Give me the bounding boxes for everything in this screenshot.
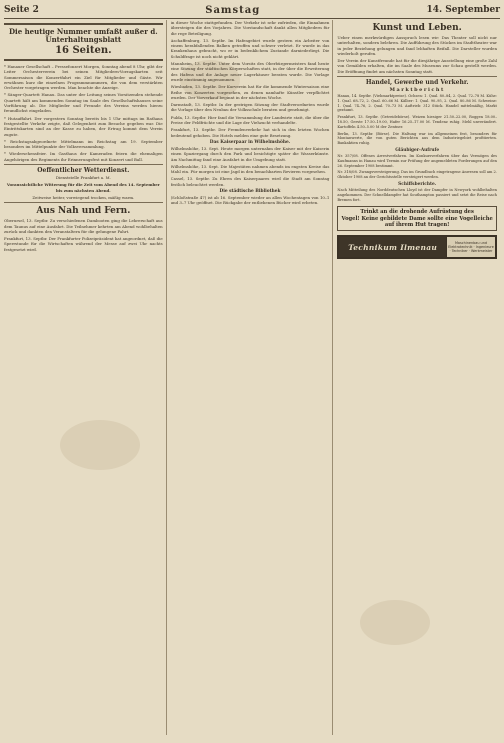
shipping-report: Nach Mitteilung des Norddeutschen Lloyd ist der Dampfer in Newyork wohlbehalten angekommen. Der Schnelldampfer hat Southampton passiert und setzt die Reise nach Bremen fort.	[337, 188, 497, 202]
issue-date: 14. September	[426, 5, 500, 15]
article-paragraph: * Hutauffahrt. Der vorgestern Sonntag bereits bis 1 Uhr mittags im Rathaus festgestellte Verkehr zeigte, daß Gelegenheit zum Besuche gegeben war. Die Eintrittskarten sind an der Kasse zu haben, der Ertrag kommt dem Verein zugute.	[4, 115, 163, 137]
issue-day: Samstag	[205, 4, 261, 16]
column-grid	[4, 20, 500, 735]
weather-forecast: Zeitweise heiter, vorwiegend trocken, mäßig warm.	[32, 194, 135, 200]
article-paragraph: in dieser Woche stattgefunden. Der Verkehr ist sehr zufrieden, die Einnahmen übersteigen die des Vorjahres. Die Vorstandschaft dankt allen Mitgliedern für die rege Beteiligung.	[170, 20, 330, 36]
article-paragraph: Mannheim, 13. Septbr. Unter dem Vorsitz des Oberbürgermeisters fand heute eine Sitzung der städtischen Körperschaften statt, in der über die Erweiterung des Hafens und die Anlage neuer Lagerhäuser beraten wurde. Die Vorlage wurde einstimmig angenommen.	[170, 61, 330, 82]
article-paragraph: * Hanauer Gesellschaft – Pressefonzert Morgen, Sonntag abend 8 Uhr, gibt der Leiter Orchesterverein bei seinen Mitgliedern-Vorzugskarten seit Sommersaison die Konzertfahrt ein Ziel für Mitglieder und Gäste. Wir erwähnen kurz die einzelnen Programmnummern, die von dem verstärkten Orchester vorgetragen werden. Man beachte die Anzeige.	[4, 64, 163, 91]
issue-page-count: 16 Seiten.	[55, 45, 112, 56]
article-paragraph: Wilhelmshöhe, 13. Sept. Die Majestäten nahmen abends im engsten Kreise das Mahl ein. Für morgen ist eine Jagd in den benachbarten Revieren vorgesehen.	[170, 163, 330, 175]
commerce-heading: Handel, Gewerbe und Verkehr.	[365, 79, 469, 87]
market-report: Frankfurt, 13. Septbr. (Getreidebörse). Weizen hiesiger 21.50–22.00, Roggen 18.00–18.50, Gerste 17.50–19.00, Hafer 16.25–17.00 M. Tendenz ruhig. Mehl unverändert. Kartoffeln 4.50–5.00 M der Zentner.	[337, 115, 497, 129]
article-paragraph: * Sänger-Quartett Hanau. Das unter der Leitung seines Vorsitzenden stehende Quartett hält am kommenden Sonntag im Saale des Gesellschaftshauses seine Vorführung ab. Die Mitglieder und Freunde des Vereins werden hierzu freundlichst eingeladen.	[4, 92, 163, 114]
kaiser-heading: Das Kaiserpaar in Wilhelmshöhe.	[209, 139, 291, 145]
article-paragraph: Der Verein der Kunstfreunde hat für die diesjährige Ausstellung eine große Zahl von Gemälden erhalten, die im Saale des Museums zur Schau gestellt werden. Die Eröffnung findet am nächsten Sonntag statt.	[337, 58, 497, 74]
regional-news-heading: Aus Nah und Fern.	[36, 206, 131, 217]
column-middle	[171, 20, 334, 735]
divider	[4, 202, 163, 203]
library-heading: Die städtische Bibliothek	[219, 189, 281, 195]
article-paragraph: Cassel, 13. Septbr. Zu Ehren des Kaiserpaares wird die Stadt am Sonntag festlich beleuchtet werden.	[170, 176, 330, 187]
issue-notice-banner: Die heutige Nummer umfaßt außer d. Unterhaltungsblatt	[8, 27, 158, 44]
market-report: Berlin, 13. Septbr. (Börse). Die Haltung war im allgemeinen fest, besonders für Montanwerte, die von guten Berichten aus dem Industriegebiet profitierten. Bankaktien ruhig.	[337, 131, 497, 146]
ad-description: Maschinenbau und Elektrotechnik · Ingenieure · Techniker · Werkmeister	[448, 240, 494, 254]
creditor-notices-heading: Gläubiger-Aufrufe	[395, 148, 440, 154]
article-paragraph: Oberursel, 13. Septbr. Zu verschiedenen Dambooten ging die Lehrerschaft aus dem Taunus auf eine Ausfahrt. Die Teilnehmer kehrten am Abend wohlbehalten zurück und dankten den Veranstaltern für die gelungene Fahrt.	[4, 218, 163, 234]
column-left	[4, 20, 167, 735]
article-paragraph: Wilhelmshöhe, 13. Sept. Heute morgen unternahm der Kaiser mit der Kaiserin einen Spaziergang durch den Park und besichtigte später die Wasserkünste. Am Nachmittag fand eine Ausfahrt in die Umgebung statt.	[170, 145, 330, 162]
article-paragraph: Wiesbaden, 13. Septbr. Der Kurverein hat für die kommende Wintersaison eine Reihe von Konzerten vorgesehen, zu denen namhafte Künstler verpflichtet wurden. Der Vorverkauf beginnt in der nächsten Woche.	[170, 84, 330, 100]
article-paragraph: Frankfurt, 13. Septbr. Der Frankfurter Polizeipräsident hat angeordnet, daß die Sperrstunde für die Wirtschaften während der Messe auf zwei Uhr nachts festgesetzt wird.	[4, 236, 163, 252]
page-header	[4, 2, 500, 19]
article-paragraph: (Schloßstraße 47) ist ab 16. September wieder an allen Wochentagen von 10–1 und 3–7 Uhr geöffnet. Die Rückgabe der entliehenen Bücher wird erbeten.	[170, 195, 330, 206]
divider	[4, 23, 163, 25]
article-paragraph: * Reichstagsabgeordnete Mittelmann im Reichstag am 19. September besonders im Mittelpunkte der Volksversammlung.	[4, 138, 163, 150]
article-paragraph: Darmstadt, 13. Septbr. In der gestrigen Sitzung der Stadtverordneten wurde die Vorlage über den Neubau der Volksschule beraten und genehmigt.	[170, 102, 330, 113]
column-right	[337, 20, 500, 735]
article-paragraph: Ueber einen merkwürdigen Ausspruch lesen wir: Das Theater soll nicht nur unterhalten, sondern belehren. Die Aufführung des Stückes im Stadttheater war in jeder Beziehung gelungen und fand lebhaften Beifall. Die Darsteller wurden wiederholt gerufen.	[337, 35, 497, 56]
market-report: Hanau, 14. Septbr. (Viehmarktpreise). Ochsen: 1. Qual. 80–84, 2. Qual. 72–78 M. Kühe: 1. Qual. 68–72, 2. Qual. 60–66 M. Kälber: 1. Qual. 90–95, 2. Qual. 80–86 M. Schweine: 1. Qual. 74–76, 2. Qual. 70–73 M. Auftrieb: 312 Stück. Handel mittelmäßig, Markt geräumt.	[337, 94, 497, 113]
market-report-heading: Marktbericht	[389, 87, 445, 94]
weather-forecast-title: Voraussichtliche Witterung für die Zeit vom Abend des 14. September bis zum nächsten Abend.	[6, 182, 160, 193]
legal-notice: Nr. 357/08. Offenes Arrestverfahren. Im Konkursverfahren über das Vermögen des Kaufmanns in Hanau wird Termin zur Prüfung der angemeldeten Forderungen auf den 26. September 1908 bestimmt.	[337, 154, 497, 168]
weather-heading: Oeffentlicher Wetterdienst.	[37, 167, 130, 175]
article-paragraph: * Wiedersehensfeier. Im Gasthaus der Kameraden feiern die ehemaligen Angehörigen des Regiments ihr Erinnerungsfest mit Konzert und Ball.	[4, 151, 163, 162]
arts-heading: Kunst und Leben.	[372, 23, 462, 33]
notice-line: Trinkt an die drohende Aufrüstung des	[360, 209, 474, 216]
legal-notice: Nr. 318/08. Zwangsversteigerung. Das im Grundbuch eingetragene Anwesen soll am 2. Oktober 1908 an der Gerichtsstelle versteigert werden.	[337, 170, 497, 180]
ad-title: Technikum Ilmenau	[348, 242, 438, 252]
ad-side-panel	[446, 237, 495, 257]
divider	[4, 164, 163, 165]
article-paragraph: Aschaffenburg, 13. Septbr. Im Hafengebiet wurde gestern ein Arbeiter von einem herabfallenden Balken getroffen und schwer verletzt. Er wurde in das Krankenhaus gebracht, wo er in bedenklichem Zustande darniederliegt. Die Schuldfrage ist noch nicht geklärt.	[170, 37, 330, 59]
shipping-heading: Schiffsberichte.	[398, 182, 437, 188]
page-number: Seite 2	[4, 5, 39, 15]
advertisement	[337, 235, 497, 259]
article-paragraph: Frankfurt, 13. Septbr. Der Fremdenverkehr hat sich in den letzten Wochen bedeutend gehoben. Die Hotels melden eine gute Besetzung.	[170, 127, 330, 138]
notice-line: Vogel! Keine gebildete Dame sollte eine Vogelleiche auf ihrem Hut tragen!	[341, 215, 493, 228]
divider	[337, 76, 497, 77]
bird-protection-notice	[337, 206, 497, 231]
article-paragraph: Fulda, 13. Septbr. Hier fand die Versammlung der Landwirte statt, die über die Preise der Feldfrüchte und die Lage der Viehzucht verhandelte.	[170, 114, 330, 126]
divider	[4, 59, 163, 61]
weather-subheading: Dienststelle Frankfurt a. M.	[55, 175, 111, 181]
